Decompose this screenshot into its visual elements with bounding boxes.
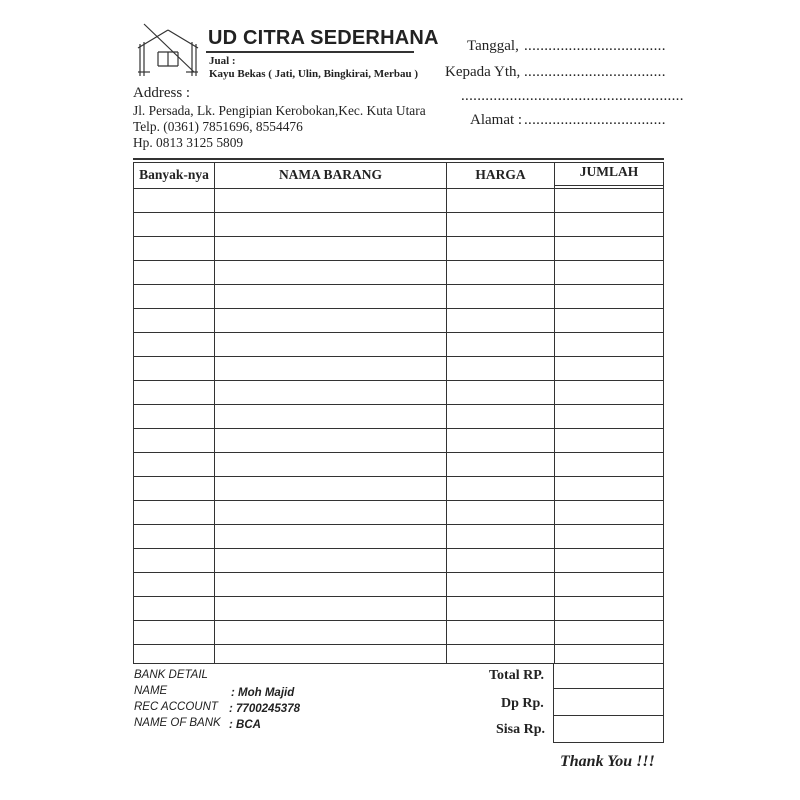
table-row — [134, 428, 663, 429]
bank-bank-label: NAME OF BANK — [134, 717, 221, 729]
column-header-jumlah: JUMLAH — [579, 164, 639, 179]
table-top-rule — [133, 158, 664, 160]
bank-account-label: REC ACCOUNT — [134, 701, 218, 713]
company-name: UD CITRA SEDERHANA — [208, 27, 439, 49]
table-row — [134, 548, 663, 549]
jual-label: Jual : — [209, 55, 236, 67]
bank-bank-value: : BCA — [229, 719, 261, 731]
items-table — [133, 162, 664, 664]
bank-name-value: : Moh Majid — [231, 687, 295, 699]
tanggal-field[interactable]: ................................... — [524, 38, 666, 54]
table-row — [134, 404, 663, 405]
dp-label: Dp Rp. — [501, 696, 544, 711]
column-header-nama-barang: NAMA BARANG — [278, 167, 383, 182]
house-logo-icon — [136, 22, 200, 78]
alamat-label: Alamat : — [470, 112, 523, 128]
table-row — [134, 476, 663, 477]
column-divider — [446, 163, 447, 663]
jumlah-header-rule — [555, 185, 663, 186]
table-row — [134, 596, 663, 597]
table-row — [134, 284, 663, 285]
dp-field[interactable] — [553, 689, 664, 716]
table-row — [134, 620, 663, 621]
bank-account-value: : 7700245378 — [229, 703, 300, 715]
thank-you-text: Thank You !!! — [560, 753, 655, 770]
kepada-field[interactable]: ................................... — [524, 64, 666, 80]
address-text: Jl. Persada, Lk. Pengipian Kerobokan,Kec. Kuta Utara — [133, 103, 426, 118]
column-header-harga: HARGA — [475, 167, 526, 182]
total-field[interactable] — [553, 663, 664, 689]
bank-detail-title: BANK DETAIL — [134, 669, 208, 681]
table-row — [134, 188, 663, 189]
total-label: Total RP. — [489, 668, 544, 683]
table-row — [134, 500, 663, 501]
table-row — [134, 524, 663, 525]
table-row — [134, 356, 663, 357]
table-row — [134, 644, 663, 645]
hp-text: Hp. 0813 3125 5809 — [133, 135, 244, 150]
table-row — [134, 452, 663, 453]
address-label: Address : — [133, 85, 191, 101]
column-header-banyak: Banyak-nya — [139, 167, 209, 182]
sisa-label: Sisa Rp. — [496, 722, 546, 737]
products-text: Kayu Bekas ( Jati, Ulin, Bingkirai, Merbau ) — [209, 68, 419, 80]
table-row — [134, 260, 663, 261]
phone-text: Telp. (0361) 7851696, 8554476 — [133, 119, 303, 134]
table-row — [134, 332, 663, 333]
bank-name-label: NAME — [134, 685, 168, 697]
kepada-field-line2[interactable]: ....................................................... — [461, 88, 684, 104]
table-row — [134, 308, 663, 309]
table-row — [134, 236, 663, 237]
table-row — [134, 572, 663, 573]
table-row — [134, 380, 663, 381]
tanggal-label: Tanggal, — [467, 38, 519, 54]
table-row — [134, 212, 663, 213]
column-divider — [554, 163, 555, 663]
column-divider — [214, 163, 215, 663]
company-name-underline — [206, 51, 414, 53]
alamat-field[interactable]: ................................... — [524, 112, 666, 128]
sisa-field[interactable] — [553, 716, 664, 743]
kepada-label: Kepada Yth, — [445, 64, 521, 80]
